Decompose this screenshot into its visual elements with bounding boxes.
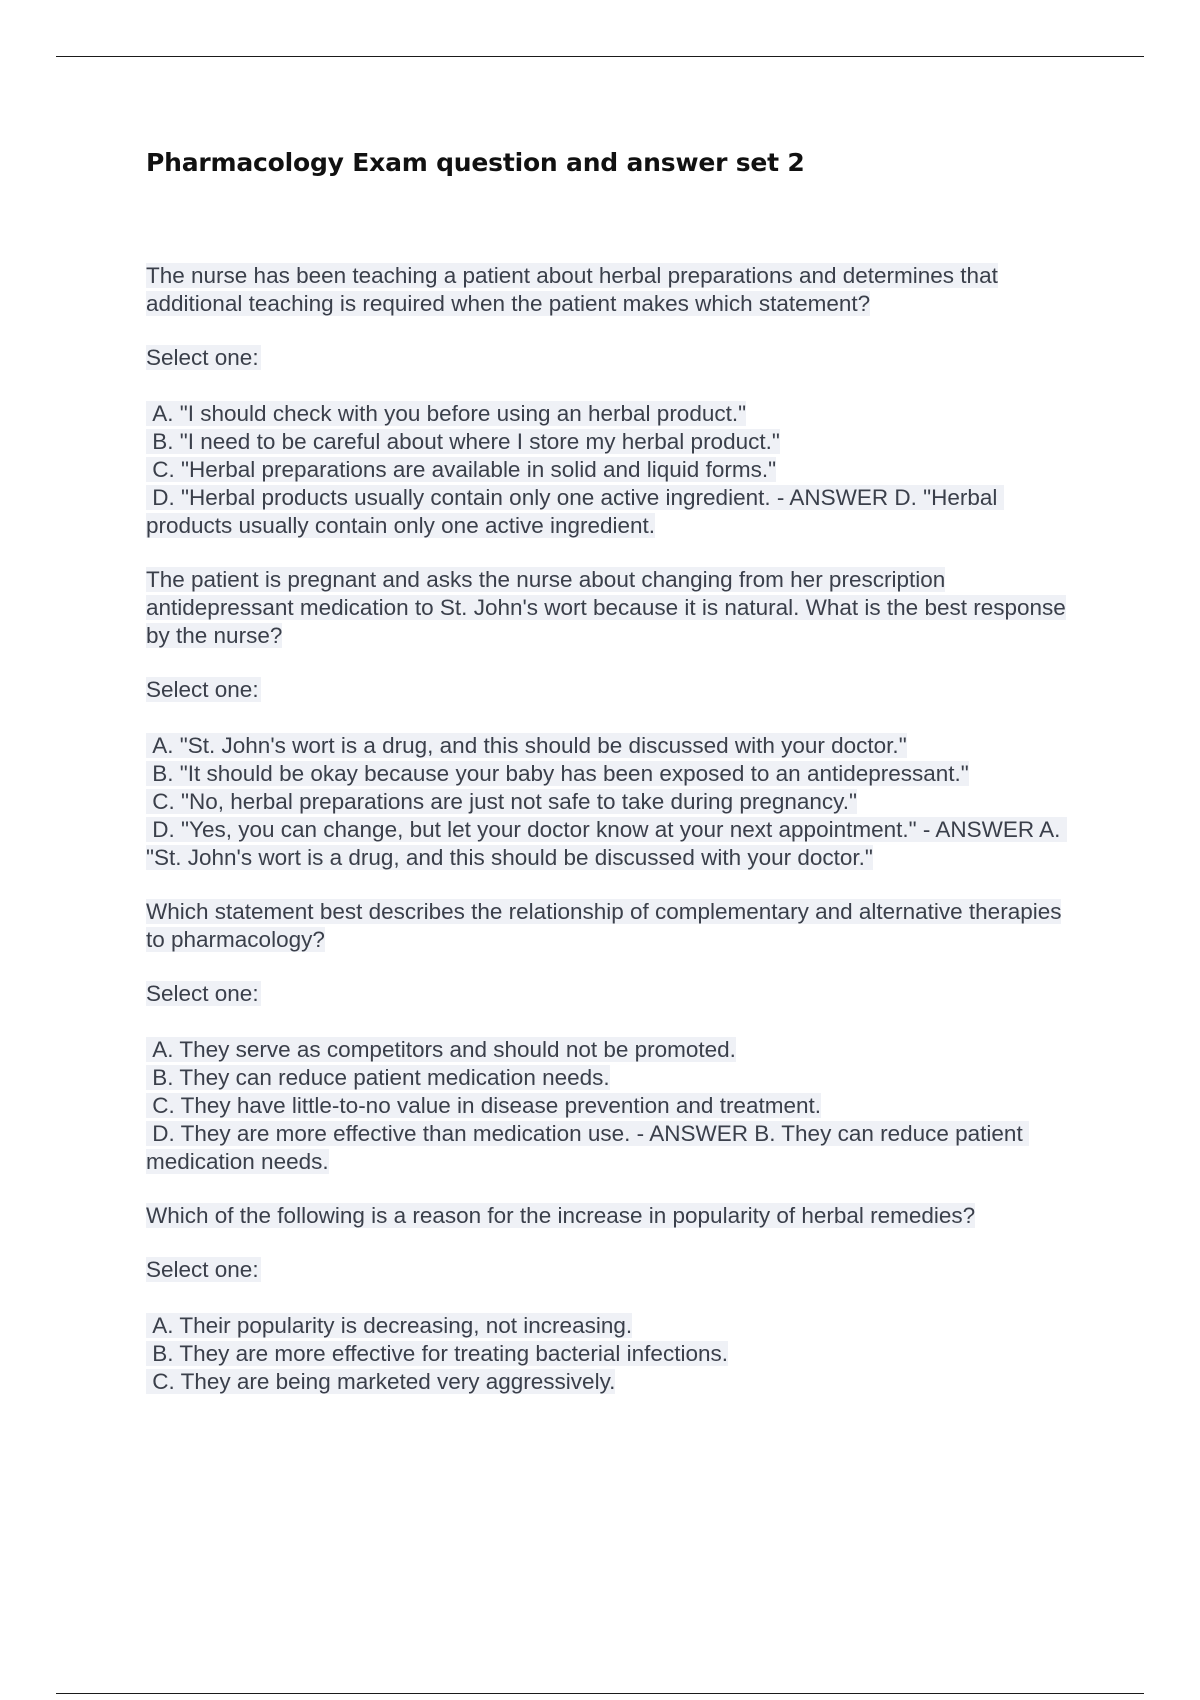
- question-stem: The patient is pregnant and asks the nurse about changing from her prescription antidepressant medication to St. John's wort because it is natural. What is the best response by the nurse?: [146, 567, 1066, 648]
- page-title: Pharmacology Exam question and answer set 2: [146, 148, 805, 177]
- option-b: B. "It should be okay because your baby has been exposed to an antidepressant.": [146, 761, 969, 786]
- question-block: [146, 898, 1086, 1176]
- option-a: A. Their popularity is decreasing, not increasing.: [146, 1313, 633, 1338]
- select-one-label: Select one:: [146, 1257, 259, 1282]
- option-a: A. They serve as competitors and should not be promoted.: [146, 1037, 736, 1062]
- question-stem: Which statement best describes the relationship of complementary and alternative therapies to pharmacology?: [146, 899, 1062, 952]
- select-one-label: Select one:: [146, 677, 259, 702]
- question-block: [146, 262, 1086, 540]
- select-one-label: Select one:: [146, 981, 259, 1006]
- option-b: B. They are more effective for treating bacterial infections.: [146, 1341, 728, 1366]
- option-b: B. "I need to be careful about where I store my herbal product.": [146, 429, 780, 454]
- answer-options: [146, 732, 1086, 872]
- option-a: A. "St. John's wort is a drug, and this should be discussed with your doctor.": [146, 733, 907, 758]
- option-c: C. "No, herbal preparations are just not safe to take during pregnancy.": [146, 789, 857, 814]
- question-block: [146, 1202, 1086, 1396]
- bottom-rule: [56, 1693, 1144, 1694]
- option-d-with-answer: D. They are more effective than medication use. - ANSWER B. They can reduce patient medication needs.: [146, 1121, 1029, 1174]
- option-a: A. "I should check with you before using an herbal product.": [146, 401, 747, 426]
- option-b: B. They can reduce patient medication needs.: [146, 1065, 610, 1090]
- option-c: C. "Herbal preparations are available in solid and liquid forms.": [146, 457, 777, 482]
- question-stem: The nurse has been teaching a patient about herbal preparations and determines that additional teaching is required when the patient makes which statement?: [146, 263, 998, 316]
- question-block: [146, 566, 1086, 872]
- option-d-with-answer: D. "Herbal products usually contain only one active ingredient. - ANSWER D. "Herbal products usually contain only one active ingredient.: [146, 485, 1004, 538]
- answer-options: [146, 400, 1086, 540]
- answer-options: [146, 1036, 1086, 1176]
- top-rule: [56, 56, 1144, 57]
- question-stem: Which of the following is a reason for the increase in popularity of herbal remedies?: [146, 1203, 976, 1228]
- select-one-label: Select one:: [146, 345, 259, 370]
- option-c: C. They have little-to-no value in disease prevention and treatment.: [146, 1093, 821, 1118]
- option-c: C. They are being marketed very aggressively.: [146, 1369, 616, 1394]
- answer-options: [146, 1312, 1086, 1396]
- question-list: [146, 262, 1086, 1422]
- option-d-with-answer: D. "Yes, you can change, but let your doctor know at your next appointment." - ANSWER A. "St. John's wort is a drug, and this should be discussed with your doctor.": [146, 817, 1067, 870]
